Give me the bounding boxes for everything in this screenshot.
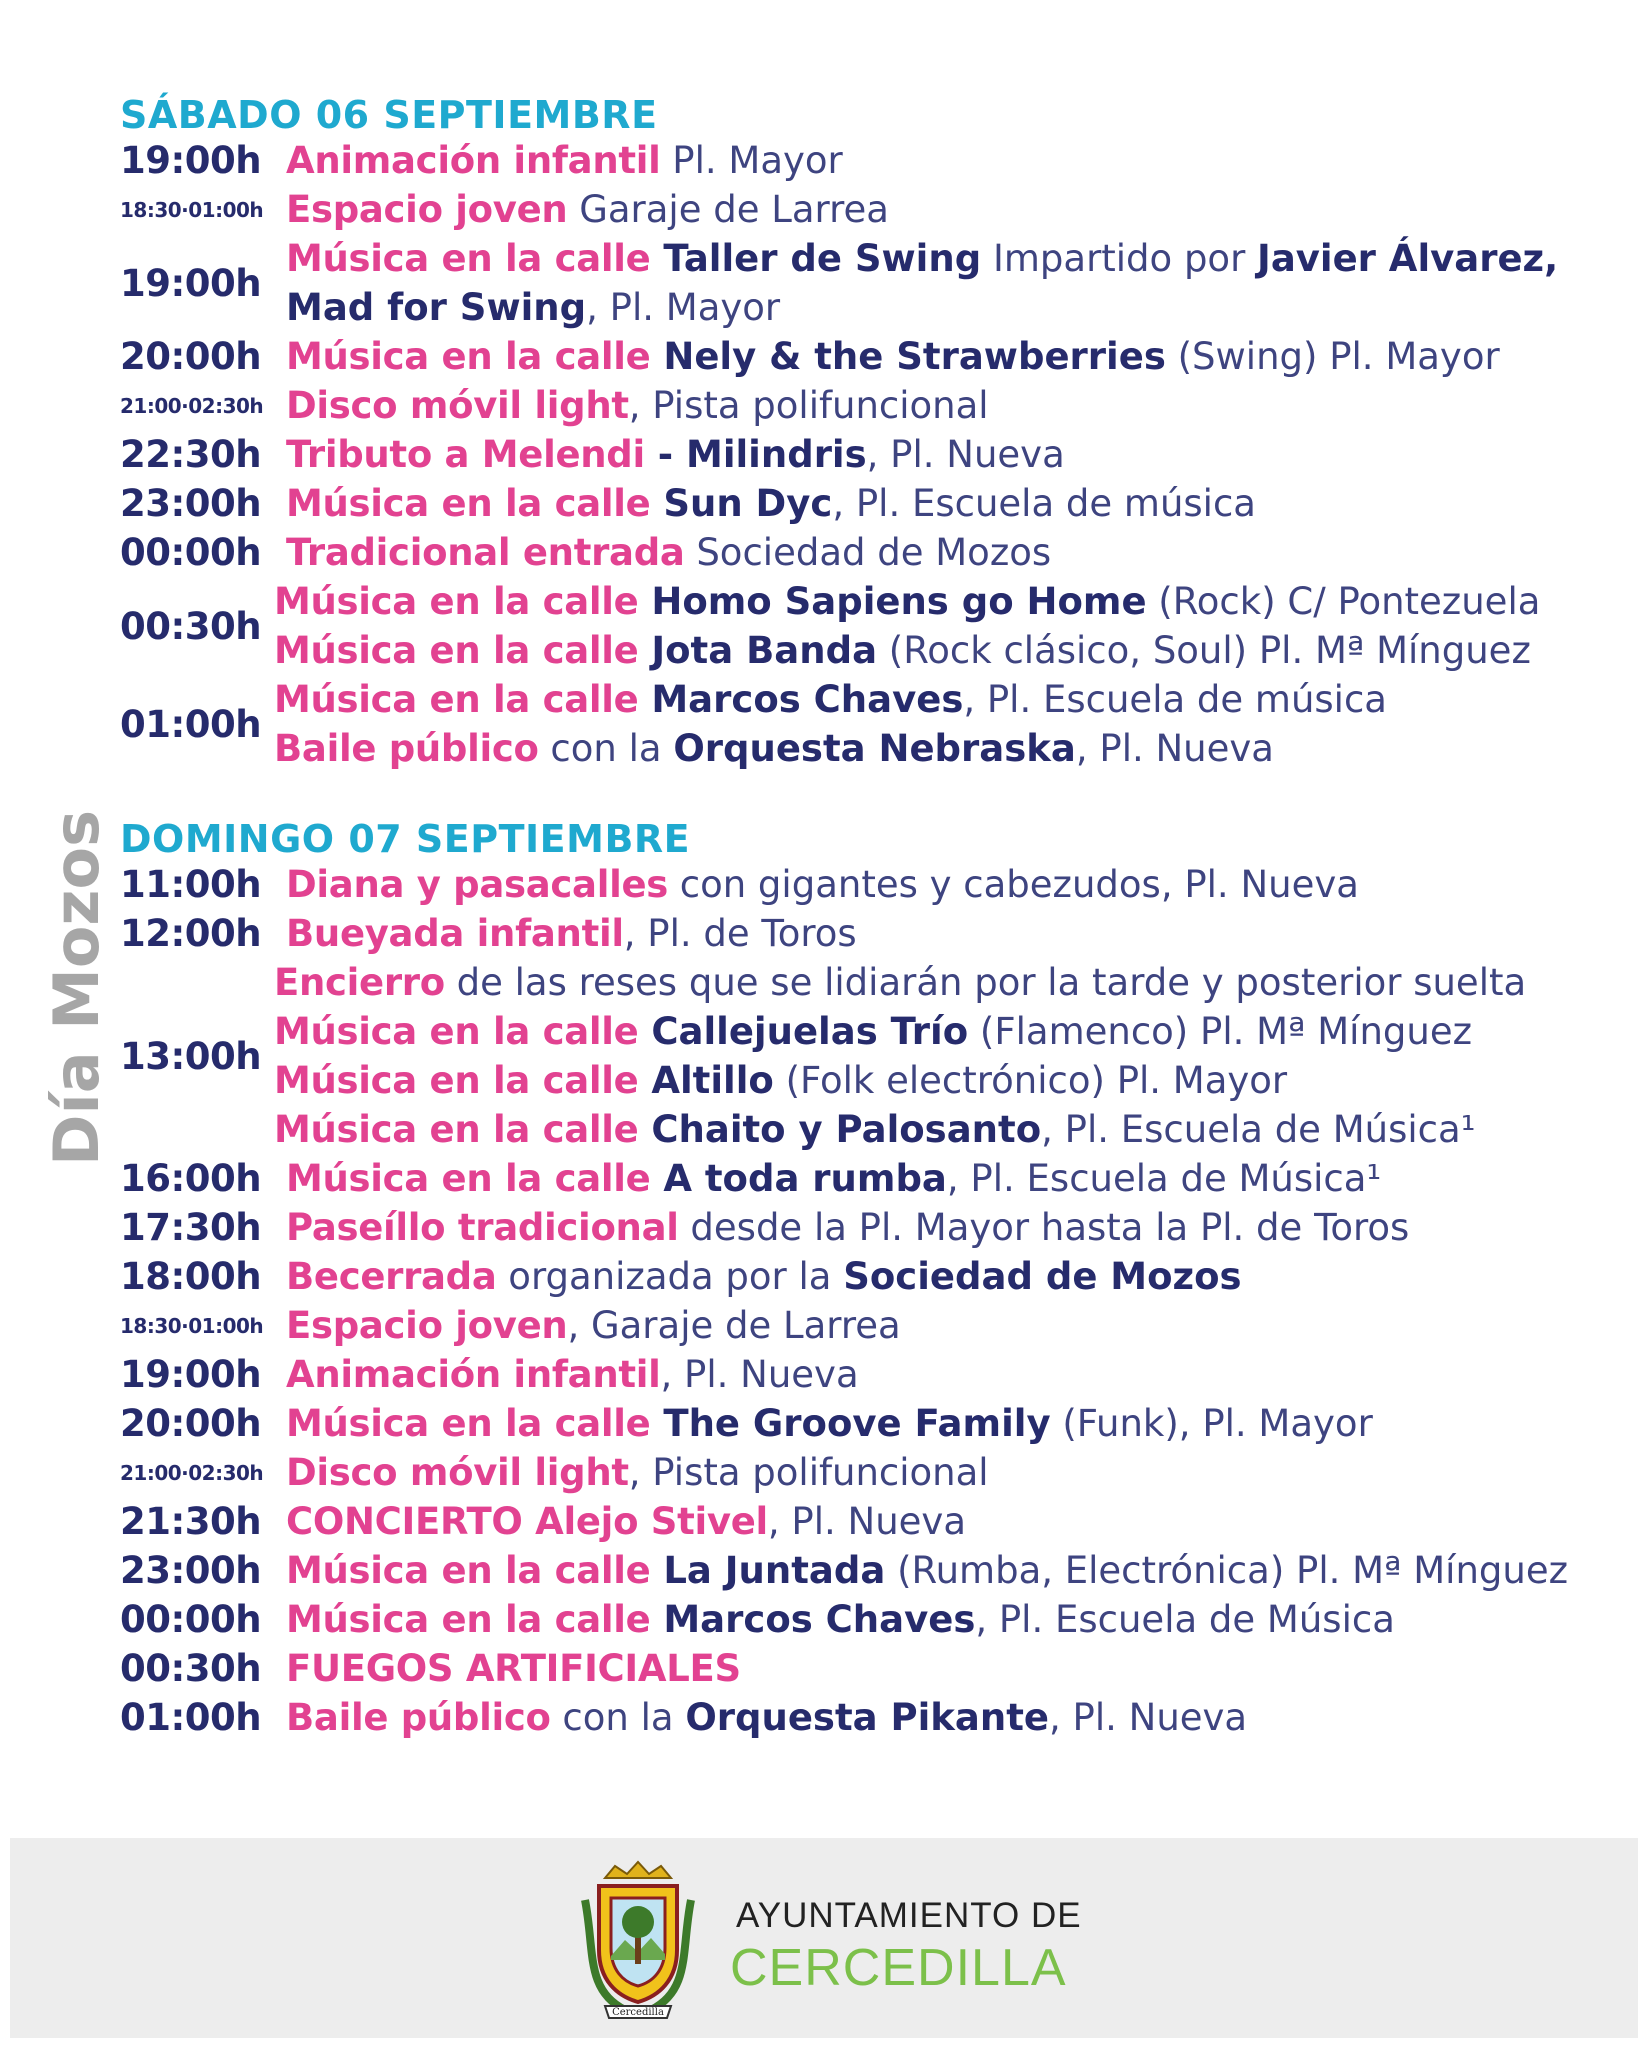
event-detail: (Swing) Pl. Mayor bbox=[1165, 335, 1500, 378]
coat-of-arms-icon bbox=[575, 1860, 701, 2020]
event-time: 01:00h bbox=[120, 702, 262, 746]
event-line bbox=[286, 528, 1620, 577]
event-detail: (Funk), Pl. Mayor bbox=[1050, 1402, 1373, 1445]
event-detail: , Pl. Nueva bbox=[866, 433, 1065, 476]
schedule-row bbox=[120, 528, 1620, 577]
event-time: 01:00h bbox=[120, 1696, 262, 1739]
event-lines bbox=[274, 958, 1620, 1154]
footer bbox=[10, 1838, 1638, 2038]
event-line bbox=[274, 724, 1620, 773]
event-name: Música en la calle bbox=[274, 1108, 639, 1151]
event-name: Baile público bbox=[274, 727, 539, 770]
event-detail: , Pl. Escuela de Música bbox=[975, 1598, 1395, 1641]
footer-line1: AYUNTAMIENTO DE bbox=[736, 1896, 1082, 1935]
event-detail: (Rumba, Electrónica) Pl. Mª Mínguez bbox=[885, 1549, 1569, 1592]
event-detail: organizada por la bbox=[496, 1255, 844, 1298]
event-detail: con gigantes y cabezudos, Pl. Nueva bbox=[667, 863, 1359, 906]
event-name: Animación infantil bbox=[286, 139, 661, 182]
event-name: Música en la calle bbox=[286, 237, 651, 280]
event-name: Diana y pasacalles bbox=[286, 863, 668, 906]
event-line bbox=[274, 675, 1620, 724]
event-time: 22:30h bbox=[120, 433, 262, 476]
event-line bbox=[286, 283, 1620, 332]
schedule-row bbox=[120, 1497, 1620, 1546]
schedule-row bbox=[120, 430, 1620, 479]
event-name: Becerrada bbox=[286, 1255, 497, 1298]
event-line bbox=[286, 1203, 1620, 1252]
event-detail: (Folk electrónico) Pl. Mayor bbox=[773, 1059, 1288, 1102]
event-time: 17:30h bbox=[120, 1206, 262, 1249]
event-lines bbox=[286, 528, 1620, 577]
event-lines bbox=[286, 1154, 1620, 1203]
event-detail: , Pl. Nueva bbox=[1049, 1696, 1248, 1739]
event-lines bbox=[286, 1644, 1620, 1693]
performer-name: Sociedad de Mozos bbox=[843, 1255, 1242, 1298]
event-line bbox=[286, 1595, 1620, 1644]
schedule-row bbox=[120, 909, 1620, 958]
event-name: Espacio joven bbox=[286, 1304, 568, 1347]
event-time: 00:30h bbox=[120, 1647, 262, 1690]
event-detail: Sociedad de Mozos bbox=[684, 531, 1052, 574]
event-time: 11:00h bbox=[120, 863, 262, 906]
event-line bbox=[274, 577, 1620, 626]
performer-name: Orquesta Pikante bbox=[685, 1696, 1049, 1739]
event-line bbox=[286, 1399, 1620, 1448]
event-name: Música en la calle bbox=[274, 580, 639, 623]
event-name: Tributo a Melendi bbox=[286, 433, 645, 476]
schedule-row bbox=[120, 1154, 1620, 1203]
event-detail: , Pl. Escuela de Música¹ bbox=[946, 1157, 1382, 1200]
event-name: Música en la calle bbox=[286, 482, 651, 525]
event-lines bbox=[286, 1203, 1620, 1252]
event-name: Tradicional entrada bbox=[286, 531, 685, 574]
event-name: Música en la calle bbox=[286, 1157, 651, 1200]
performer-name: Mad for Swing bbox=[286, 286, 587, 329]
event-detail: Impartido por bbox=[981, 237, 1258, 280]
event-name: FUEGOS ARTIFICIALES bbox=[286, 1647, 741, 1690]
schedule-row bbox=[120, 1301, 1620, 1350]
sunday-schedule bbox=[120, 818, 1620, 1742]
event-line bbox=[286, 185, 1620, 234]
event-detail: , Pista polifuncional bbox=[628, 1451, 989, 1494]
event-lines bbox=[286, 381, 1620, 430]
event-line bbox=[286, 1154, 1620, 1203]
event-time: 19:00h bbox=[120, 1353, 262, 1396]
event-line bbox=[286, 909, 1620, 958]
event-line bbox=[286, 430, 1620, 479]
side-label bbox=[28, 810, 122, 1170]
event-time: 21:00·02:30h bbox=[120, 393, 264, 418]
event-name: Música en la calle bbox=[286, 1598, 651, 1641]
event-detail: de las reses que se lidiarán por la tarde y posterior suelta bbox=[444, 961, 1527, 1004]
event-detail: , Pl. Escuela de Música¹ bbox=[1041, 1108, 1476, 1151]
event-lines bbox=[286, 860, 1620, 909]
event-name: Música en la calle bbox=[274, 629, 639, 672]
performer-name: Orquesta Nebraska bbox=[673, 727, 1076, 770]
event-name: Paseíllo tradicional bbox=[286, 1206, 679, 1249]
event-line bbox=[274, 1056, 1620, 1105]
event-lines bbox=[286, 185, 1620, 234]
event-lines bbox=[286, 332, 1620, 381]
event-lines bbox=[286, 136, 1620, 185]
performer-name: A toda rumba bbox=[650, 1157, 947, 1200]
saturday-schedule bbox=[120, 94, 1620, 773]
event-time: 18:30·01:00h bbox=[120, 1313, 264, 1338]
event-time: 23:00h bbox=[120, 482, 262, 525]
event-detail: , Pl. de Toros bbox=[623, 912, 857, 955]
event-name: Música en la calle bbox=[286, 335, 651, 378]
event-lines bbox=[286, 909, 1620, 958]
event-time: 19:00h bbox=[120, 261, 262, 305]
performer-name: Jota Banda bbox=[638, 629, 878, 672]
event-detail: , Pl. Nueva bbox=[767, 1500, 966, 1543]
event-lines bbox=[286, 430, 1620, 479]
event-detail: , Garaje de Larrea bbox=[567, 1304, 901, 1347]
schedule-row bbox=[120, 136, 1620, 185]
schedule-row bbox=[120, 1448, 1620, 1497]
event-time: 00:30h bbox=[120, 604, 262, 648]
performer-name: Javier Álvarez, bbox=[1257, 237, 1559, 280]
event-detail: Pl. Mayor bbox=[660, 139, 843, 182]
event-line bbox=[286, 1644, 1620, 1693]
schedule-row bbox=[120, 332, 1620, 381]
event-line bbox=[286, 1301, 1620, 1350]
schedule-row bbox=[120, 958, 1620, 1154]
event-lines bbox=[274, 675, 1620, 773]
schedule-row bbox=[120, 1350, 1620, 1399]
event-time: 00:00h bbox=[120, 1598, 262, 1641]
performer-name: Sun Dyc bbox=[650, 482, 833, 525]
side-label-graphic bbox=[28, 810, 122, 1170]
schedule-row bbox=[120, 577, 1620, 675]
footer-town-name: CERCEDILLA bbox=[730, 1939, 1067, 1997]
event-detail: , Pista polifuncional bbox=[628, 384, 989, 427]
event-detail: desde la Pl. Mayor hasta la Pl. de Toros bbox=[678, 1206, 1410, 1249]
schedule-row bbox=[120, 185, 1620, 234]
event-detail: , Pl. Escuela de música bbox=[963, 678, 1387, 721]
schedule-row bbox=[120, 1252, 1620, 1301]
performer-name: Chaito y Palosanto bbox=[638, 1108, 1042, 1151]
event-detail: , Pl. Nueva bbox=[660, 1353, 859, 1396]
event-time: 13:00h bbox=[120, 1034, 262, 1078]
event-line bbox=[274, 1007, 1620, 1056]
side-label-text: Día Mozos bbox=[40, 810, 113, 1166]
event-lines bbox=[286, 1497, 1620, 1546]
schedule-row bbox=[120, 234, 1620, 332]
event-lines bbox=[286, 1252, 1620, 1301]
event-detail: con la bbox=[538, 727, 674, 770]
schedule-row bbox=[120, 381, 1620, 430]
event-detail: con la bbox=[550, 1696, 686, 1739]
event-line bbox=[286, 332, 1620, 381]
saturday-rows bbox=[120, 136, 1620, 773]
event-time: 21:30h bbox=[120, 1500, 262, 1543]
event-name: Música en la calle bbox=[286, 1549, 651, 1592]
event-line bbox=[286, 234, 1620, 283]
schedule-row bbox=[120, 860, 1620, 909]
schedule-row bbox=[120, 675, 1620, 773]
performer-name: Altillo bbox=[638, 1059, 774, 1102]
event-lines bbox=[286, 1301, 1620, 1350]
event-line bbox=[274, 626, 1620, 675]
event-time: 20:00h bbox=[120, 335, 262, 378]
event-lines bbox=[286, 1350, 1620, 1399]
schedule-row bbox=[120, 1595, 1620, 1644]
performer-name: Taller de Swing bbox=[650, 237, 982, 280]
event-lines bbox=[286, 1448, 1620, 1497]
event-line bbox=[286, 1448, 1620, 1497]
event-name: Música en la calle bbox=[274, 1010, 639, 1053]
event-time: 00:00h bbox=[120, 531, 262, 574]
event-time: 19:00h bbox=[120, 139, 262, 182]
performer-name: - Milindris bbox=[644, 433, 867, 476]
event-name: Baile público bbox=[286, 1696, 551, 1739]
event-line bbox=[286, 1252, 1620, 1301]
schedule-row bbox=[120, 1203, 1620, 1252]
event-line bbox=[286, 1350, 1620, 1399]
event-time: 21:00·02:30h bbox=[120, 1460, 264, 1485]
event-lines bbox=[286, 1693, 1620, 1742]
event-line bbox=[286, 136, 1620, 185]
event-lines bbox=[286, 1546, 1620, 1595]
event-time: 18:00h bbox=[120, 1255, 262, 1298]
day-title-sunday: DOMINGO 07 SEPTIEMBRE bbox=[120, 817, 691, 861]
event-detail: (Rock clásico, Soul) Pl. Mª Mínguez bbox=[877, 629, 1531, 672]
event-lines bbox=[274, 577, 1620, 675]
event-detail: , Pl. Escuela de música bbox=[832, 482, 1256, 525]
event-line bbox=[286, 860, 1620, 909]
event-detail: , Pl. Nueva bbox=[1075, 727, 1274, 770]
sunday-rows bbox=[120, 860, 1620, 1742]
event-time: 23:00h bbox=[120, 1549, 262, 1592]
event-name: Música en la calle bbox=[286, 1402, 651, 1445]
performer-name: Marcos Chaves bbox=[638, 678, 964, 721]
performer-name: Marcos Chaves bbox=[650, 1598, 976, 1641]
schedule-row bbox=[120, 1644, 1620, 1693]
event-name: Encierro bbox=[274, 961, 445, 1004]
event-line bbox=[286, 1693, 1620, 1742]
event-lines bbox=[286, 1595, 1620, 1644]
event-line bbox=[274, 958, 1620, 1007]
event-name: Bueyada infantil bbox=[286, 912, 624, 955]
crest-text: Cercedilla bbox=[612, 2007, 664, 2018]
performer-name: The Groove Family bbox=[650, 1402, 1051, 1445]
event-time: 16:00h bbox=[120, 1157, 262, 1200]
event-lines bbox=[286, 1399, 1620, 1448]
event-lines bbox=[286, 234, 1620, 332]
event-line bbox=[274, 1105, 1620, 1154]
schedule-row bbox=[120, 1399, 1620, 1448]
event-name: Disco móvil light bbox=[286, 1451, 629, 1494]
event-line bbox=[286, 381, 1620, 430]
schedule-row bbox=[120, 1693, 1620, 1742]
event-detail: , Pl. Mayor bbox=[586, 286, 781, 329]
event-line bbox=[286, 1497, 1620, 1546]
event-name: Música en la calle bbox=[274, 678, 639, 721]
day-title-saturday: SÁBADO 06 SEPTIEMBRE bbox=[120, 93, 658, 137]
event-name: Disco móvil light bbox=[286, 384, 629, 427]
event-name: Animación infantil bbox=[286, 1353, 661, 1396]
event-time: 20:00h bbox=[120, 1402, 262, 1445]
schedule-row bbox=[120, 1546, 1620, 1595]
event-detail: (Rock) C/ Pontezuela bbox=[1146, 580, 1541, 623]
event-time: 18:30·01:00h bbox=[120, 197, 264, 222]
performer-name: Nely & the Strawberries bbox=[650, 335, 1166, 378]
event-line bbox=[286, 479, 1620, 528]
performer-name: Callejuelas Trío bbox=[638, 1010, 969, 1053]
event-name: CONCIERTO Alejo Stivel bbox=[286, 1500, 768, 1543]
performer-name: Homo Sapiens go Home bbox=[638, 580, 1147, 623]
event-name: Música en la calle bbox=[274, 1059, 639, 1102]
event-detail: (Flamenco) Pl. Mª Mínguez bbox=[968, 1010, 1473, 1053]
event-time: 12:00h bbox=[120, 912, 262, 955]
performer-name: La Juntada bbox=[650, 1549, 886, 1592]
event-detail: Garaje de Larrea bbox=[567, 188, 889, 231]
event-name: Espacio joven bbox=[286, 188, 568, 231]
event-line bbox=[286, 1546, 1620, 1595]
schedule-row bbox=[120, 479, 1620, 528]
event-lines bbox=[286, 479, 1620, 528]
